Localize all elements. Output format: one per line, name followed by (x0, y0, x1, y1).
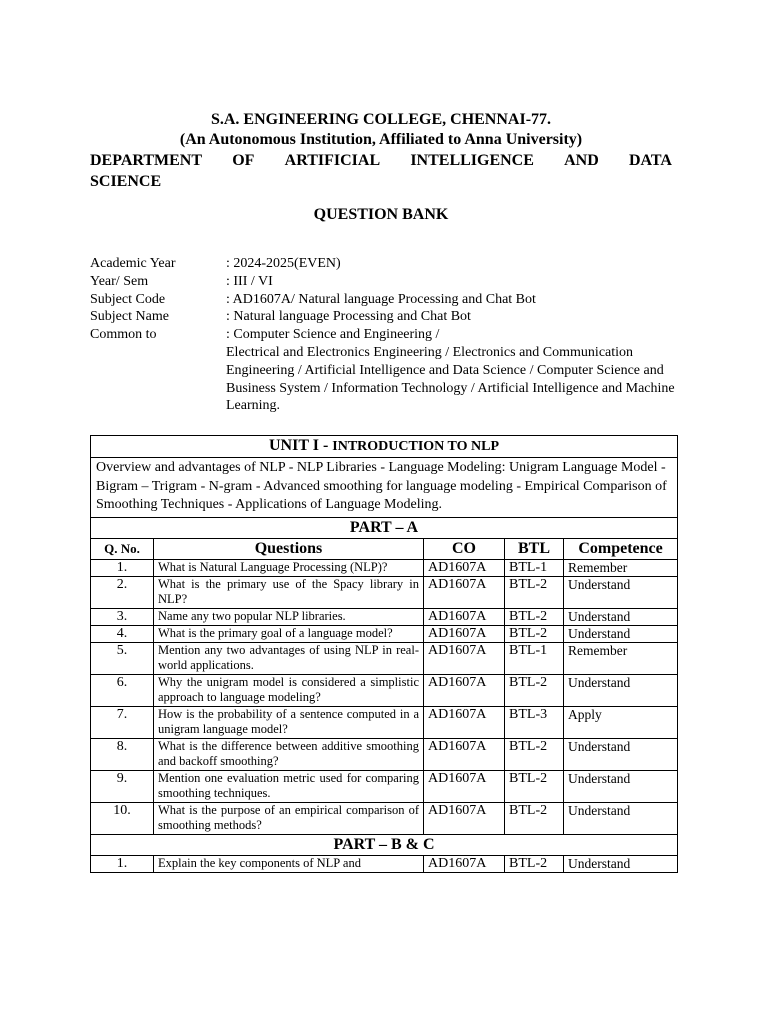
meta-label: Year/ Sem (90, 273, 149, 289)
meta-value: : 2024-2025(EVEN) (226, 256, 341, 271)
meta-label: Academic Year (90, 256, 176, 271)
college-name: S.A. ENGINEERING COLLEGE, CHENNAI-77. (210, 111, 552, 128)
question-btl: BTL-2 (505, 770, 564, 802)
question-text: What is the difference between additive smoothing and backoff smoothing? (154, 738, 424, 770)
question-btl: BTL-2 (505, 674, 564, 706)
question-competence: Understand (564, 608, 678, 625)
question-btl: BTL-2 (505, 625, 564, 642)
meta-label: Common to (90, 327, 157, 343)
question-competence: Remember (564, 642, 678, 674)
table-row (91, 625, 678, 642)
column-header-competence: Competence (564, 538, 678, 559)
question-competence: Apply (564, 706, 678, 738)
question-co: AD1607A (424, 706, 505, 738)
page-title: QUESTION BANK (313, 206, 449, 223)
question-number: 7. (91, 706, 154, 738)
question-number: 4. (91, 625, 154, 642)
meta-row-year-sem (90, 273, 676, 291)
question-text: Mention any two advantages of using NLP in real-world applications. (154, 642, 424, 674)
question-number: 5. (91, 642, 154, 674)
question-btl: BTL-2 (505, 802, 564, 834)
question-co: AD1607A (424, 576, 505, 608)
meta-value (226, 326, 676, 415)
question-btl: BTL-2 (505, 576, 564, 608)
question-text: Mention one evaluation metric used for comparing smoothing techniques. (154, 770, 424, 802)
question-btl: BTL-2 (505, 608, 564, 625)
unit-syllabus: Overview and advantages of NLP - NLP Libraries - Language Modeling: Unigram Language Model - Bigram – Trigram - N-gram - Advanced smoothing for language modeling - Empirical Comparison of Smoothing Techniques - Applications of Language Modeling. (91, 458, 678, 518)
table-row (91, 706, 678, 738)
meta-row-academic-year (90, 255, 676, 273)
question-competence: Understand (564, 802, 678, 834)
meta-label: Subject Code (90, 291, 166, 307)
question-co: AD1607A (424, 642, 505, 674)
question-competence: Understand (564, 855, 678, 872)
question-competence: Understand (564, 738, 678, 770)
meta-value: : III / VI (226, 273, 273, 289)
common-to-continued: Electrical and Electronics Engineering / Electronics and Communication Engineering / Artificial Intelligence and Data Science / Computer Science and Business System / Information Technology / Artificial Intelligence and Machine Learning. (226, 344, 675, 414)
meta-row-common-to (90, 326, 676, 415)
table-row (91, 608, 678, 625)
table-row (91, 576, 678, 608)
column-header-row (91, 538, 678, 559)
question-co: AD1607A (424, 625, 505, 642)
column-header-co: CO (424, 538, 505, 559)
table-row (91, 559, 678, 576)
question-competence: Remember (564, 559, 678, 576)
question-text: Name any two popular NLP libraries. (154, 608, 424, 625)
question-number: 1. (91, 559, 154, 576)
question-btl: BTL-2 (505, 855, 564, 872)
question-text: What is the purpose of an empirical comparison of smoothing methods? (154, 802, 424, 834)
department-line (90, 151, 672, 171)
question-number: 9. (91, 770, 154, 802)
department-word: DEPARTMENT (90, 152, 203, 169)
department-word: DATA (628, 152, 672, 169)
question-btl: BTL-1 (505, 559, 564, 576)
question-co: AD1607A (424, 802, 505, 834)
question-text: What is the primary goal of a language model? (154, 625, 424, 642)
question-number: 6. (91, 674, 154, 706)
department-word: INTELLIGENCE (410, 152, 534, 169)
question-text: How is the probability of a sentence computed in a unigram language model? (154, 706, 424, 738)
question-number: 10. (91, 802, 154, 834)
unit-title (91, 436, 678, 458)
question-text: Why the unigram model is considered a simplistic approach to language modeling? (154, 674, 424, 706)
meta-row-subject-name (90, 308, 676, 326)
question-number: 2. (91, 576, 154, 608)
question-co: AD1607A (424, 855, 505, 872)
meta-row-subject-code (90, 291, 676, 309)
question-btl: BTL-3 (505, 706, 564, 738)
department-line-end: SCIENCE (90, 173, 162, 190)
table-row (91, 642, 678, 674)
column-header-qno: Q. No. (91, 538, 154, 559)
question-competence: Understand (564, 770, 678, 802)
question-btl: BTL-1 (505, 642, 564, 674)
course-meta (90, 255, 676, 415)
meta-label: Subject Name (90, 309, 169, 325)
meta-value: : Natural language Processing and Chat Bot (226, 309, 471, 325)
question-co: AD1607A (424, 738, 505, 770)
table-row (91, 855, 678, 872)
question-competence: Understand (564, 674, 678, 706)
question-co: AD1607A (424, 608, 505, 625)
column-header-btl: BTL (505, 538, 564, 559)
unit-prefix: UNIT I - (269, 437, 333, 454)
part-bc-heading: PART – B & C (91, 834, 678, 855)
question-number: 8. (91, 738, 154, 770)
unit-name: INTRODUCTION TO NLP (332, 439, 500, 454)
table-row (91, 802, 678, 834)
question-text: Explain the key components of NLP and (154, 855, 424, 872)
meta-value: : AD1607A/ Natural language Processing and Chat Bot (226, 291, 536, 307)
question-co: AD1607A (424, 770, 505, 802)
question-text: What is Natural Language Processing (NLP)? (154, 559, 424, 576)
column-header-questions: Questions (154, 538, 424, 559)
question-text: What is the primary use of the Spacy library in NLP? (154, 576, 424, 608)
department-word: OF (232, 152, 255, 169)
table-row (91, 770, 678, 802)
department-word: ARTIFICIAL (284, 152, 381, 169)
table-row (91, 674, 678, 706)
common-to-first: : Computer Science and Engineering / (226, 327, 440, 343)
department-word: AND (564, 152, 599, 169)
question-co: AD1607A (424, 674, 505, 706)
question-co: AD1607A (424, 559, 505, 576)
table-row (91, 738, 678, 770)
question-competence: Understand (564, 625, 678, 642)
part-a-heading: PART – A (91, 517, 678, 538)
question-number: 3. (91, 608, 154, 625)
question-number: 1. (91, 855, 154, 872)
question-table (90, 435, 678, 873)
question-competence: Understand (564, 576, 678, 608)
college-affiliation: (An Autonomous Institution, Affiliated to Anna University) (179, 131, 583, 148)
question-btl: BTL-2 (505, 738, 564, 770)
